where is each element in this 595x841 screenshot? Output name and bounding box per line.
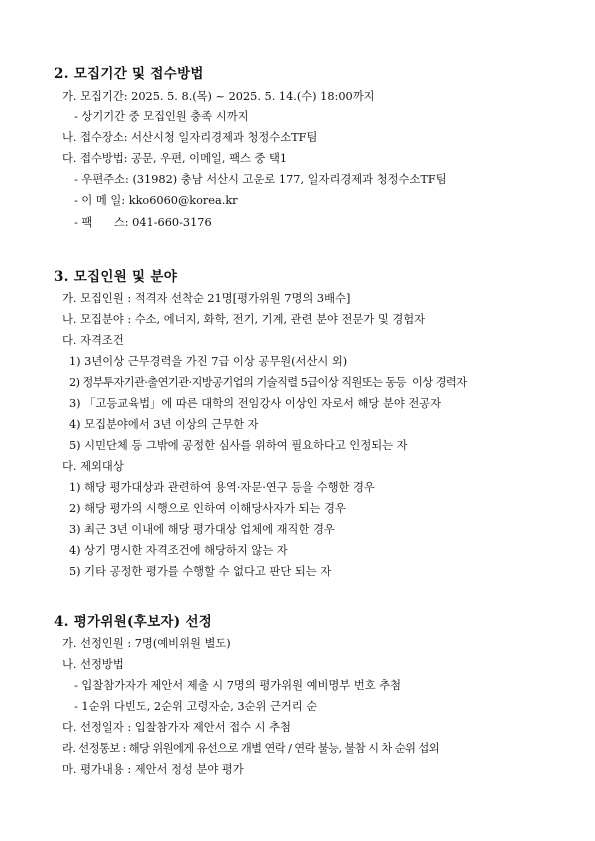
exclusion-item-1: 1) 해당 평가대상과 관련하여 용역·자문·연구 등을 수행한 경우 xyxy=(69,481,375,494)
section-2-heading: 2. 모집기간 및 접수방법 xyxy=(54,66,204,82)
recruit-count-line: 가. 모집인원 : 적격자 선착순 21명[평가위원 7명의 3배수] xyxy=(62,292,351,305)
qualification-item-3: 3) 「고등교육법」에 따른 대학의 전임강사 이상인 자로서 해당 분야 전공자 xyxy=(69,397,442,410)
recruit-field-line: 나. 모집분야 : 수소, 에너지, 화학, 전기, 기계, 관련 분야 전문가 및 경험자 xyxy=(62,313,426,326)
qualification-heading: 다. 자격조건 xyxy=(62,334,124,347)
exclusion-item-3: 3) 최근 3년 이내에 해당 평가대상 업체에 재직한 경우 xyxy=(69,523,335,536)
selection-date-line: 다. 선정일자 : 입찰참가자 제안서 접수 시 추첨 xyxy=(62,721,291,734)
qualification-item-5: 5) 시민단체 등 그밖에 공정한 심사를 위하여 필요하다고 인정되는 자 xyxy=(69,439,408,452)
postal-address-line: - 우편주소: (31982) 충남 서산시 고운로 177, 일자리경제과 청정수소TF팀 xyxy=(74,173,447,186)
exclusion-item-5: 5) 기타 공정한 평가를 수행할 수 없다고 판단 되는 자 xyxy=(69,565,332,578)
qualification-item-1: 1) 3년이상 근무경력을 가진 7급 이상 공무원(서산시 외) xyxy=(69,355,348,368)
qualification-item-4: 4) 모집분야에서 3년 이상의 근무한 자 xyxy=(69,418,259,431)
selection-notice-line: 라. 선정통보 : 해당 위원에게 유선으로 개별 연락 / 연락 불능, 불참 시 차 순위 섭외 xyxy=(62,742,439,755)
exclusion-item-4: 4) 상기 명시한 자격조건에 해당하지 않는 자 xyxy=(69,544,288,557)
selection-method-heading: 나. 선정방법 xyxy=(62,658,124,671)
recruit-period-line: 가. 모집기간: 2025. 5. 8.(목) ~ 2025. 5. 14.(수) 18:00까지 xyxy=(62,90,375,103)
email-line: - 이 메 일: kko6060@korea.kr xyxy=(74,194,238,207)
section-3-heading: 3. 모집인원 및 분야 xyxy=(54,269,178,285)
receipt-method-line: 다. 접수방법: 공문, 우편, 이메일, 팩스 중 택1 xyxy=(62,152,288,165)
selection-count-line: 가. 선정인원 : 7명(예비위원 별도) xyxy=(62,637,231,650)
qualification-item-2: 2) 정부투자기관·출연기관·지방공기업의 기술직렬 5급이상 직원또는 동등 이상 경력자 xyxy=(69,376,467,389)
fax-line: - 팩 스: 041-660-3176 xyxy=(74,216,212,229)
evaluation-content-line: 마. 평가내용 : 제안서 정성 분야 평가 xyxy=(62,763,244,776)
section-4-heading: 4. 평가위원(후보자) 선정 xyxy=(54,614,213,630)
selection-method-item-2: - 1순위 다빈도, 2순위 고령자순, 3순위 근거리 순 xyxy=(74,700,318,713)
recruit-period-note: - 상기기간 중 모집인원 충족 시까지 xyxy=(74,110,249,123)
exclusion-heading: 다. 제외대상 xyxy=(62,460,124,473)
exclusion-item-2: 2) 해당 평가의 시행으로 인하여 이해당사자가 되는 경우 xyxy=(69,502,346,515)
selection-method-item-1: - 입찰참가자가 제안서 제출 시 7명의 평가위원 예비명부 번호 추첨 xyxy=(74,679,402,692)
receipt-place-line: 나. 접수장소: 서산시청 일자리경제과 청정수소TF팀 xyxy=(62,131,318,144)
